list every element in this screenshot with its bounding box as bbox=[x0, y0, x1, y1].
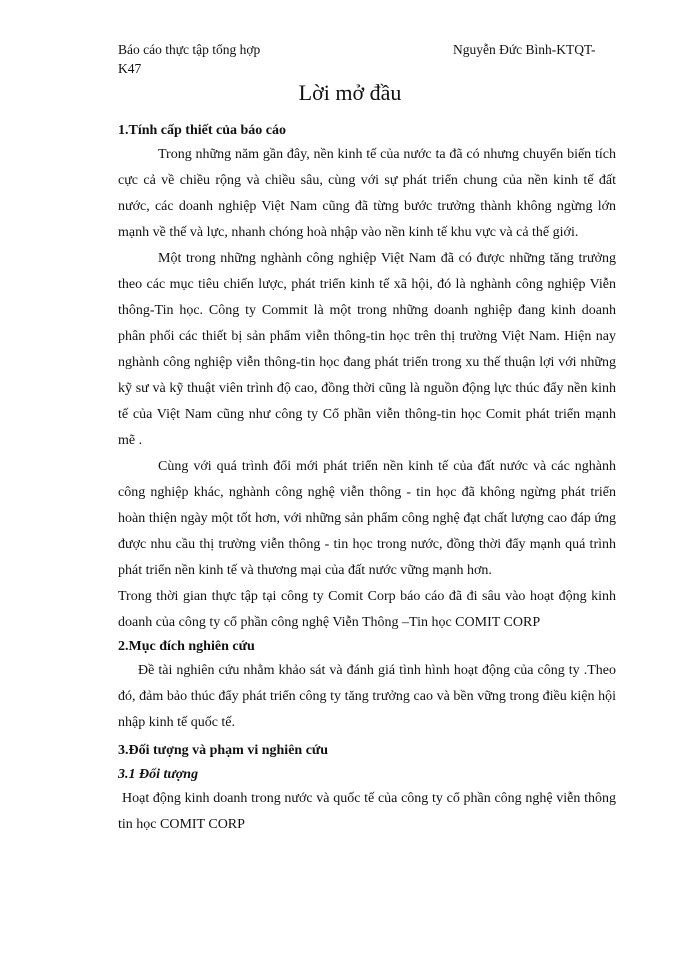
section-1-paragraph-4: Trong thời gian thực tập tại công ty Comit Corp báo cáo đã đi sâu vào hoạt động kinh doanh của công ty cổ phần công nghệ Viễn Thông –Tin học COMIT CORP bbox=[118, 589, 616, 630]
header-left: Báo cáo thực tập tổng hợp bbox=[118, 42, 261, 57]
page-title: Lời mở đầu bbox=[298, 80, 402, 105]
document-body bbox=[118, 120, 616, 838]
section-1-paragraph-1: Trong những năm gần đây, nền kinh tế của nước ta đã có nhưng chuyển biến tích cực cả về chiều rộng và chiều sâu, cùng với sự phát triển chung của nền kinh tế đất nước, các doanh nghiệp Việt Nam cũng đã từng bước trưởng thành không ngừng lớn mạnh về thế và lực, nhanh chóng hoà nhập vào nền kinh tế khu vực và cả thế giới. bbox=[118, 147, 616, 240]
section-1-heading: 1.Tính cấp thiết của báo cáo bbox=[118, 123, 287, 138]
section-1-paragraph-2: Một trong những nghành công nghiệp Việt Nam đã có được những tăng trưởng theo các mục tiêu chiến lược, phát triển kinh tế xã hội, đó là nghành công nghiệp Viễn thông-Tin học. Công ty Commit là một trong những doanh nghiệp đang kinh doanh phân phối các thiết bị sản phẩm viễn thông-tin học trên thị trường Việt Nam. Hiện nay nghành công nghiệp viễn thông-tin học đang phát triển trong xu thế thuận lợi với những kỹ sư và kỹ thuật viên trình độ cao, đồng thời cũng là nguồn động lực thúc đẩy nền kinh tế của Việt Nam cũng như công ty Cổ phần viễn thông-tin học Comit phát triển mạnh mẽ . bbox=[118, 251, 616, 448]
header-left-continued: K47 bbox=[118, 61, 142, 76]
section-2-paragraph-1: Đề tài nghiên cứu nhằm khảo sát và đánh giá tình hình hoạt động của công ty .Theo đó, đảm bảo thúc đẩy phát triển công ty tăng trưởng cao và bền vững trong điều kiện hội nhập kinh tế quốc tế. bbox=[118, 663, 616, 730]
section-3-1-heading: 3.1 Đối tượng bbox=[118, 767, 199, 782]
header-right: Nguyễn Đức Bình-KTQT- bbox=[453, 42, 596, 57]
section-1-paragraph-3: Cùng với quá trình đổi mới phát triển nền kinh tế của đất nước và các nghành công nghiệp khác, nghành công nghệ viễn thông - tin học đã không ngừng phát triển hoàn thiện ngày một tốt hơn, với những sản phẩm công nghệ đạt chất lượng cao đáp ứng được nhu cầu thị trường viễn thông - tin học trong nước, đồng thời đẩy mạnh quá trình phát triển nền kinh tế và thương mại của đất nước vững mạnh hơn. bbox=[118, 459, 616, 578]
section-3-1-paragraph-1: Hoạt động kinh doanh trong nước và quốc tế của công ty cổ phần công nghệ viễn thông tin học COMIT CORP bbox=[118, 791, 616, 832]
section-3-heading: 3.Đối tượng và phạm vi nghiên cứu bbox=[118, 743, 329, 758]
section-2-heading: 2.Mục đích nghiên cứu bbox=[118, 639, 255, 654]
